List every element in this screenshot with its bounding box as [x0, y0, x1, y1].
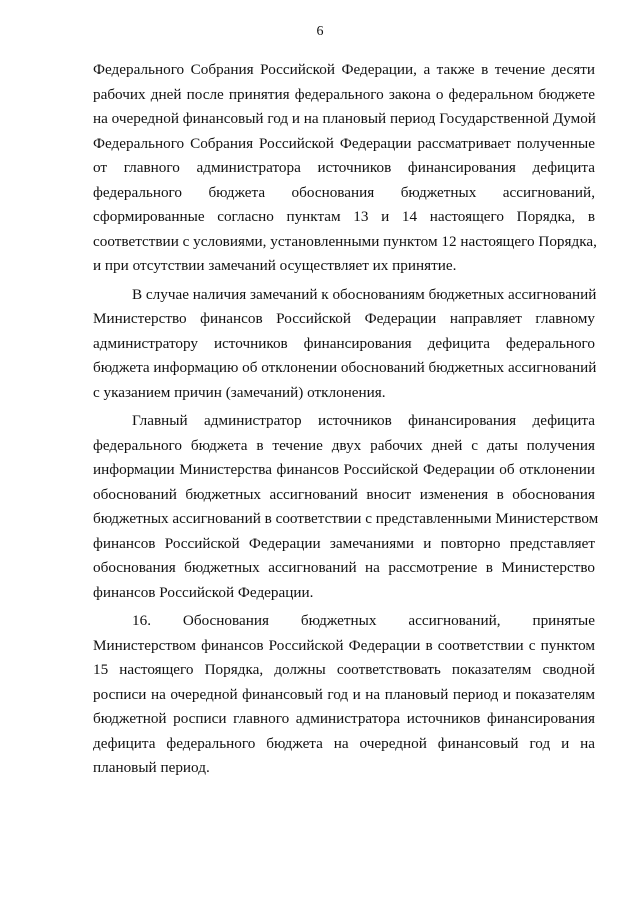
text-line: дефицита федерального бюджета на очередной финансовый год и на [93, 734, 595, 752]
text-line: Министерством финансов Российской Федерации в соответствии с пунктом [93, 636, 595, 654]
page-number: 6 [316, 24, 324, 39]
text-line: 15 настоящего Порядка, должны соответствовать показателям сводной [93, 661, 595, 678]
text-line: В случае наличия замечаний к обоснованиям бюджетных ассигнований [132, 285, 597, 303]
text-line: бюджетной росписи главного администратора источников финансирования [93, 710, 595, 727]
text-line: Федерального Собрания Российской Федерации рассматривает полученные [93, 134, 595, 152]
paragraph-4 [93, 609, 595, 781]
text-line: финансов Российской Федерации замечаниями и повторно представляет [93, 534, 595, 552]
text-line: бюджета информацию об отклонении обоснований бюджетных ассигнований [93, 359, 597, 376]
text-line: Главный администратор источников финансирования дефицита [132, 412, 595, 429]
text-line: финансов Российской Федерации. [93, 583, 314, 601]
body-text [93, 58, 599, 781]
paragraph-3 [93, 409, 599, 605]
text-line: плановый период. [93, 759, 210, 776]
text-line: и при отсутствии замечаний осуществляет их принятие. [93, 257, 457, 274]
paragraph-1 [93, 58, 595, 279]
text-line: рабочих дней после принятия федерального закона о федеральном бюджете [93, 85, 595, 103]
text-line: бюджетных ассигнований в соответствии с представленными Министерством [93, 510, 599, 527]
text-line: федерального бюджета в течение двух рабочих дней с даты получения [93, 436, 595, 454]
text-line: Министерство финансов Российской Федерации направляет главному [93, 310, 595, 327]
text-line: федерального бюджета обоснования бюджетных ассигнований, [93, 183, 595, 201]
text-line: росписи на очередной финансовый год и на плановый период и показателям [93, 685, 595, 703]
text-line: сформированные согласно пунктам 13 и 14 настоящего Порядка, в [93, 208, 595, 225]
text-line: администратору источников финансирования дефицита федерального [93, 334, 595, 352]
text-line: обоснований бюджетных ассигнований вносит изменения в обоснования [93, 485, 595, 503]
text-line: от главного администратора источников финансирования дефицита [93, 159, 595, 176]
text-line: информации Министерства финансов Российской Федерации об отклонении [93, 461, 595, 478]
text-line: на очередной финансовый год и на плановый период Государственной Думой [93, 110, 596, 127]
text-line: обоснования бюджетных ассигнований на рассмотрение в Министерство [93, 559, 595, 576]
text-line: Федерального Собрания Российской Федерации, а также в течение десяти [93, 61, 595, 78]
paragraph-2 [93, 283, 595, 406]
text-line: соответствии с условиями, установленными пунктом 12 настоящего Порядка, [93, 232, 597, 250]
text-line: 16. Обоснования бюджетных ассигнований, принятые [132, 612, 595, 629]
text-line: с указанием причин (замечаний) отклонения. [93, 383, 386, 401]
